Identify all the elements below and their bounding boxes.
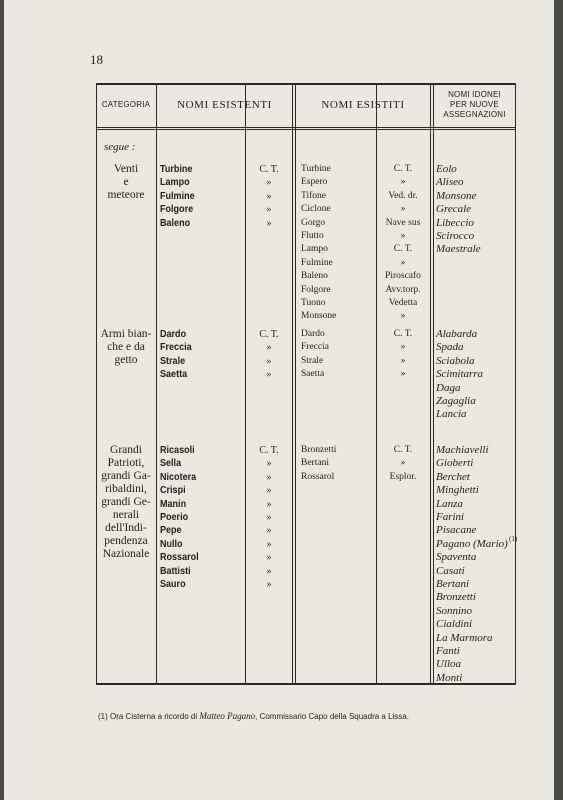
nome-esistito: Monsone	[301, 311, 337, 322]
category-line: Patrioti,	[107, 457, 145, 469]
category-line: grandi Ga-	[101, 470, 151, 482]
col-rule-3b	[295, 83, 296, 685]
nome-esistito-tipo: Nave sus	[385, 217, 421, 228]
nome-esistente: Freccia	[160, 341, 192, 354]
nome-esistito: Rossarol	[301, 471, 335, 482]
col-rule-5	[430, 83, 431, 685]
nome-esistente: Folgore	[160, 203, 194, 216]
nome-esistente-tipo: »	[266, 565, 272, 577]
header-nomi-esistenti: NOMI ESISTENTI	[177, 99, 272, 111]
header-rule	[96, 127, 516, 128]
header-nomi-idonei	[434, 83, 515, 127]
nome-idoneo: Minghetti	[436, 484, 479, 497]
nome-esistente: Saetta	[160, 368, 188, 381]
nome-esistente: Pepe	[160, 524, 182, 537]
nome-idoneo: Ulloa	[436, 658, 462, 671]
nome-esistente-tipo: C. T.	[259, 164, 279, 175]
category-line: che e da	[107, 341, 145, 353]
nome-esistente: Nicotera	[160, 470, 197, 483]
nome-esistente-tipo: »	[266, 552, 272, 564]
nome-esistente-tipo: »	[266, 204, 272, 216]
footnote	[98, 711, 409, 721]
nome-esistito-tipo: »	[400, 342, 406, 353]
nome-esistente-tipo: »	[266, 342, 272, 354]
header-categoria: CATEGORIA	[101, 100, 151, 109]
nome-esistito-tipo: C. T.	[393, 445, 413, 455]
nome-esistente: Sella	[160, 457, 182, 470]
nome-idoneo: Sonnino	[436, 604, 473, 617]
nome-idoneo: La Marmora	[436, 631, 493, 644]
nome-idoneo: Scirocco	[436, 230, 475, 242]
nome-esistito: Ciclone	[301, 204, 331, 215]
footnote-suffix: , Commissario Capo della Squadra a Lissa.	[255, 712, 409, 721]
nome-esistito: Dardo	[301, 329, 325, 339]
nome-esistito: Fulmine	[301, 257, 333, 268]
nome-esistente: Sauro	[160, 578, 186, 590]
nome-esistito-tipo: Esplor.	[389, 471, 417, 482]
nome-idoneo: Pagano (Mario)	[436, 537, 508, 550]
nome-esistente: Poerio	[160, 511, 189, 523]
category-line: e	[123, 176, 129, 188]
nome-idoneo: Grecale	[436, 203, 472, 216]
nome-esistito: Lampo	[301, 244, 328, 255]
page-number: 18	[90, 52, 103, 67]
nome-idoneo: Aliseo	[436, 176, 464, 189]
nome-esistito-tipo: Avv.torp.	[385, 284, 421, 295]
table-right-rule	[515, 83, 516, 685]
nome-idoneo: Casati	[436, 564, 465, 577]
nome-idoneo: Machiavelli	[436, 444, 489, 456]
nome-esistente: Rossarol	[160, 551, 199, 564]
nome-idoneo: Fanti	[436, 645, 460, 657]
header-nomi-idonei-line1: NOMI IDONEI	[448, 90, 501, 99]
header-nomi-esistiti: NOMI ESISTITI	[321, 99, 405, 111]
nome-esistito-tipo: Piroscafo	[385, 271, 421, 282]
nome-esistito: Tuono	[301, 298, 326, 308]
nome-idoneo: Zagaglia	[436, 395, 476, 407]
nome-esistito-tipo: »	[400, 458, 406, 469]
nome-idoneo: Gioberti	[436, 457, 474, 470]
nome-esistente: Battisti	[160, 564, 191, 577]
col-rule-3	[292, 83, 293, 685]
nome-esistente-tipo: »	[266, 217, 272, 229]
nome-esistito-tipo: Vedetta	[388, 298, 418, 308]
category-line: pendenza	[104, 535, 148, 547]
nome-esistente-tipo: »	[266, 369, 272, 381]
nome-esistito: Strale	[301, 355, 324, 366]
header-nomi-idonei-line2: PER NUOVE	[450, 100, 499, 109]
col-rule-5b	[433, 83, 434, 685]
nome-idoneo: Spada	[436, 341, 464, 354]
nome-idoneo: Scimitarra	[436, 368, 484, 381]
nome-esistito-tipo: C. T.	[393, 329, 413, 339]
category-line: Armi bian-	[100, 328, 152, 340]
nome-esistito: Gorgo	[301, 217, 326, 228]
nome-esistito-tipo: »	[400, 177, 406, 188]
nome-esistito: Baleno	[301, 271, 328, 282]
category-line: Grandi	[110, 444, 142, 456]
nome-esistente-tipo: »	[266, 355, 272, 367]
nome-esistente: Strale	[160, 354, 186, 367]
nome-esistente: Baleno	[160, 216, 191, 229]
category-line: ribaldini,	[105, 483, 147, 495]
nome-esistente: Nullo	[160, 537, 183, 550]
nome-idoneo: Spaventa	[436, 551, 477, 564]
nome-esistente-tipo: »	[266, 458, 272, 470]
nome-esistito-tipo: »	[400, 257, 406, 268]
nome-esistente-tipo: »	[266, 579, 272, 590]
category-line: Venti	[113, 163, 139, 175]
nome-esistito-tipo: »	[400, 204, 406, 215]
category-line: dell'Indi-	[105, 522, 147, 534]
nome-esistente-tipo: »	[266, 498, 272, 510]
nome-esistito: Flutto	[301, 231, 324, 241]
nome-esistito-tipo: »	[400, 311, 406, 322]
category-line: nerali	[112, 509, 140, 521]
nome-idoneo: Bronzetti	[436, 591, 476, 604]
nome-esistente: Crispi	[160, 484, 186, 497]
nome-esistito-tipo: C. T.	[393, 244, 413, 255]
nome-esistente: Turbine	[160, 163, 193, 175]
nome-esistente-tipo: »	[266, 538, 272, 550]
nome-esistito: Bronzetti	[301, 445, 337, 455]
nome-esistente-tipo: C. T.	[259, 445, 279, 456]
nome-esistito: Freccia	[301, 342, 329, 353]
nome-esistito: Tifone	[301, 190, 326, 201]
category-line: getto	[114, 354, 138, 366]
category-line: meteore	[107, 189, 145, 201]
footnote-prefix: (1) Ora Cisterna a ricordo di	[98, 712, 200, 721]
nome-esistente-tipo: C. T.	[259, 329, 279, 340]
nome-esistente: Dardo	[160, 328, 187, 340]
nome-idoneo: Monsone	[436, 189, 477, 202]
nome-idoneo: Maestrale	[436, 243, 481, 256]
nome-esistito-tipo: Ved. dr.	[388, 190, 418, 201]
nome-esistito: Bertani	[301, 458, 329, 469]
nome-esistente: Manin	[160, 497, 187, 510]
nome-idoneo: Cialdini	[436, 618, 473, 631]
nome-esistito: Saetta	[301, 369, 325, 380]
nome-esistente-tipo: »	[266, 485, 272, 497]
nome-esistente-tipo: »	[266, 512, 272, 523]
nome-esistito: Espero	[301, 177, 328, 188]
nome-idoneo: Berchet	[436, 470, 470, 483]
category-line: Nazionale	[102, 548, 150, 560]
nome-esistente: Ricasoli	[160, 444, 195, 456]
nome-idoneo: Alabarda	[436, 328, 478, 340]
nome-esistente: Fulmine	[160, 189, 195, 202]
nome-idoneo: Pisacane	[436, 524, 477, 537]
col-rule-1	[156, 83, 157, 685]
nome-esistente-tipo: »	[266, 525, 272, 537]
nome-esistente-tipo: »	[266, 190, 272, 202]
nome-esistito-tipo: »	[400, 369, 406, 380]
footnote-reference: (1)	[509, 534, 518, 543]
nome-esistito-tipo: C. T.	[393, 164, 413, 174]
nome-esistente-tipo: »	[266, 177, 272, 189]
nome-idoneo: Lancia	[436, 408, 467, 421]
nome-idoneo: Sciabola	[436, 354, 475, 367]
nome-idoneo: Libeccio	[436, 216, 474, 229]
nome-esistito: Folgore	[301, 284, 331, 295]
nome-idoneo: Lanza	[436, 497, 463, 510]
nome-idoneo: Farini	[436, 511, 465, 523]
footnote-name: Matteo Pagano	[199, 711, 256, 721]
nome-idoneo: Bertani	[436, 578, 469, 590]
category-line: grandi Ge-	[101, 496, 151, 508]
ship-names-table	[96, 83, 516, 685]
nome-esistito-tipo: »	[400, 355, 406, 366]
document-page	[4, 0, 554, 800]
nome-idoneo: Monti	[436, 671, 463, 684]
nome-esistente: Lampo	[160, 176, 190, 189]
nome-esistente-tipo: »	[266, 471, 272, 483]
nome-idoneo: Daga	[436, 381, 461, 394]
nome-esistito: Turbine	[301, 164, 331, 174]
nome-idoneo: Eolo	[436, 163, 457, 175]
header-rule-double	[96, 129, 516, 130]
segue-label: segue :	[104, 141, 136, 153]
nome-esistito-tipo: »	[400, 231, 406, 241]
header-nomi-idonei-line3: ASSEGNAZIONI	[443, 110, 506, 119]
